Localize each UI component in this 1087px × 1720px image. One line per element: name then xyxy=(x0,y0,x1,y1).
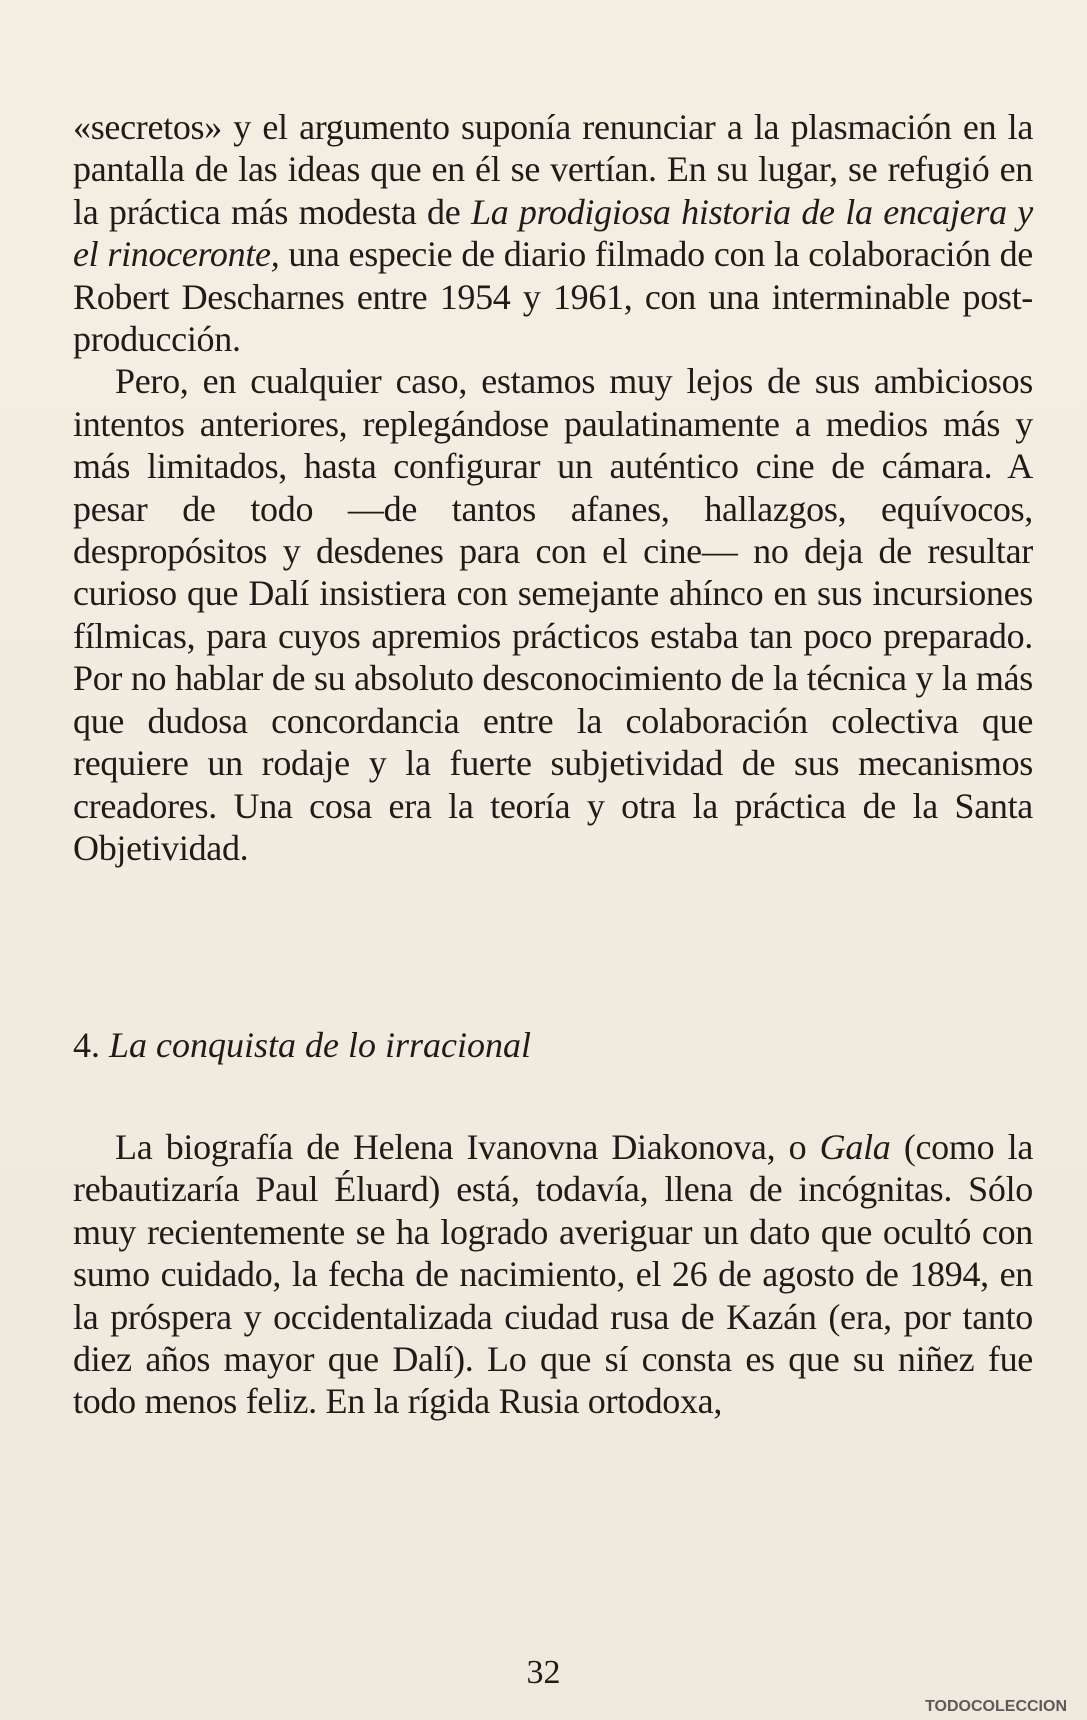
film-title: La prodigiosa historia de la encajera y el rinoceronte, xyxy=(73,191,1033,275)
paragraph-3 xyxy=(73,1126,1033,1423)
watermark: TODOCOLECCION xyxy=(925,1698,1067,1715)
section-number: 4. xyxy=(73,1025,109,1065)
paragraph-1-text-b: una especie de diario filmado con la colaboración de Robert Descharnes entre 1954 y 1961, con una interminable post-producción. xyxy=(73,234,1033,360)
body-text-bottom xyxy=(73,1126,1033,1423)
paragraph-1 xyxy=(73,106,1033,360)
body-text-top xyxy=(73,106,1033,869)
page-number: 32 xyxy=(526,1654,561,1691)
section-title: La conquista de lo irracional xyxy=(109,1025,531,1065)
paragraph-3-text-a: La biografía de Helena Ivanovna Diakonova, o xyxy=(115,1127,820,1167)
paragraph-2: Pero, en cualquier caso, estamos muy lejos de sus ambiciosos intentos anteriores, replegándose paulatinamente a medios más y más limitados, hasta configurar un auténtico cine de cámara. A pesar de todo —de tantos afanes, hallazgos, equívocos, despropósitos y desdenes para con el cine— no deja de resultar curioso que Dalí insistiera con semejante ahínco en sus incursiones fílmicas, para cuyos apremios prácticos estaba tan poco preparado. Por no hablar de su absoluto desconocimiento de la técnica y la más que dudosa concordancia entre la colaboración colectiva que requiere un rodaje y la fuerte subjetividad de sus mecanismos creadores. Una cosa era la teoría y otra la práctica de la Santa Objetividad. xyxy=(73,361,1033,868)
paragraph-1-text-a: «secretos» y el argumento suponía renunciar a la plasmación en la pantalla de las ideas que en él se vertían. En su lugar, se refugió en la práctica más modesta de xyxy=(73,107,1033,232)
gala-name: Gala xyxy=(819,1127,891,1167)
section-heading xyxy=(73,1024,531,1066)
paragraph-3-text-b: (como la rebautizaría Paul Éluard) está, todavía, llena de incógnitas. Sólo muy recientemente se ha logrado averiguar un dato que ocultó con sumo cuidado, la fecha de nacimiento, el 26 de agosto de 1894, en la próspera y occidentalizada ciudad rusa de Kazán (era, por tanto diez años mayor que Dalí). Lo que sí consta es que su niñez fue todo menos feliz. En la rígida Rusia ortodoxa, xyxy=(73,1127,1034,1422)
